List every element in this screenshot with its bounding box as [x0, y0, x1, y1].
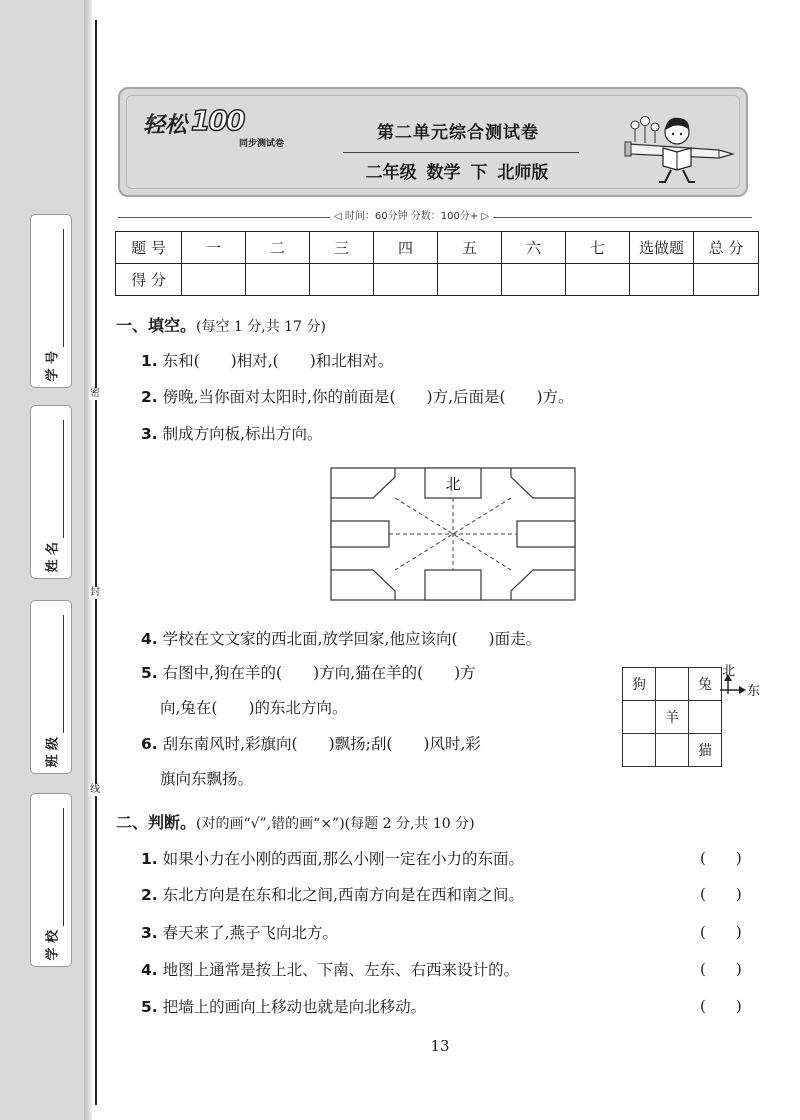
student-name-field[interactable] [30, 405, 72, 579]
grid-cell: 兔 [689, 668, 722, 701]
section-1-title: 一、填空。 [116, 316, 197, 335]
question-text: 把墙上的画向上移动也就是向北移动。 [162, 998, 427, 1016]
class-line [39, 615, 64, 733]
grid-cell: 狗 [623, 668, 656, 701]
score-cell[interactable] [246, 264, 310, 296]
section-2-title: 二、判断。 [116, 813, 197, 832]
answer-paren-3[interactable]: ( ) [700, 923, 742, 941]
grid-cell: 猫 [689, 734, 722, 767]
question-1-3 [141, 422, 323, 444]
score-cell[interactable] [438, 264, 502, 296]
section-2-note: (对的画“√”,错的画“×”)(每题 2 分,共 10 分) [196, 816, 475, 832]
answer-paren-2[interactable]: ( ) [700, 885, 742, 903]
score-table-header: 七 [566, 232, 630, 264]
score-cell[interactable] [502, 264, 566, 296]
answer-paren-1[interactable]: ( ) [700, 849, 742, 867]
question-text: 春天来了,燕子飞向北方。 [162, 924, 339, 942]
question-text: 地图上通常是按上北、下南、左东、右西来设计的。 [162, 961, 520, 979]
seal-cut-line [95, 20, 97, 1105]
score-table-header: 五 [438, 232, 502, 264]
time-score-row [118, 210, 752, 224]
student-id-line [39, 229, 64, 347]
score-table-header: 选做题 [630, 232, 694, 264]
question-number: 3. [141, 425, 158, 443]
school-line [39, 808, 64, 926]
score-table-score-row [116, 264, 759, 296]
question-text: 傍晚,当你面对太阳时,你的前面是( )方,后面是( )方。 [162, 388, 574, 406]
question-number: 4. [141, 630, 158, 648]
logo-main-text: 轻松 [143, 113, 188, 138]
student-id-label: 学 号 [45, 350, 61, 382]
question-text: 东北方向是在东和北之间,西南方向是在西和南之间。 [162, 886, 525, 904]
logo-subtitle: 同步测试卷 [239, 139, 285, 149]
score-cell[interactable] [310, 264, 374, 296]
student-id-field[interactable] [30, 214, 72, 388]
score-cell[interactable] [694, 264, 759, 296]
question-1-4 [141, 627, 541, 649]
school-field[interactable] [30, 793, 72, 967]
direction-board [330, 467, 576, 601]
question-2-1 [141, 847, 524, 869]
title-rule [343, 152, 579, 153]
animal-position-grid [622, 667, 718, 769]
score-row-label: 得 分 [116, 264, 182, 296]
question-1-5-cont [160, 696, 348, 718]
binding-edge [84, 0, 92, 1120]
score-cell[interactable] [630, 264, 694, 296]
question-number: 3. [141, 924, 158, 942]
student-name-line [39, 420, 64, 538]
grid-cell [623, 701, 656, 734]
seal-mark-xian: 线 [90, 784, 100, 795]
score-table-header: 题 号 [116, 232, 182, 264]
score-table-header: 三 [310, 232, 374, 264]
section-1-note: (每空 1 分,共 17 分) [196, 319, 326, 335]
question-1-1 [141, 349, 393, 371]
grid-cell [656, 734, 689, 767]
question-text: 制成方向板,标出方向。 [162, 425, 323, 443]
compass-arrow-icon [720, 664, 764, 704]
question-2-5 [141, 995, 426, 1017]
score-table-header-row [116, 232, 759, 264]
score-table-header: 六 [502, 232, 566, 264]
board-north-label: 北 [445, 475, 461, 493]
question-text: 旗向东飘扬。 [160, 770, 254, 788]
question-number: 6. [141, 735, 158, 753]
time-score-text: ◁ 时间：60分钟 分数：100分+ ▷ [330, 210, 493, 224]
header-banner [118, 87, 748, 197]
question-text: 东和( )相对,( )和北相对。 [162, 352, 394, 370]
exam-subtitle: 二年级 数学 下 北师版 [365, 163, 549, 183]
series-logo [143, 104, 293, 149]
question-1-5 [141, 661, 476, 683]
question-text: 右图中,狗在羊的( )方向,猫在羊的( )方 [162, 664, 476, 682]
page-number: 13 [430, 1037, 450, 1055]
question-text: 刮东南风时,彩旗向( )飘扬;刮( )风时,彩 [162, 735, 481, 753]
question-number: 5. [141, 998, 158, 1016]
score-table-header: 四 [374, 232, 438, 264]
section-1-heading [116, 313, 326, 336]
school-label: 学 校 [45, 929, 61, 961]
class-field[interactable] [30, 600, 72, 774]
logo-number: 100 [191, 104, 244, 137]
seal-mark-feng: 封 [90, 587, 100, 598]
question-text: 如果小力在小刚的西面,那么小刚一定在小力的东面。 [162, 850, 525, 868]
question-number: 1. [141, 850, 158, 868]
reading-boy-mascot-icon [615, 106, 739, 186]
question-2-3 [141, 921, 338, 943]
grid-cell [656, 668, 689, 701]
question-2-2 [141, 883, 524, 905]
class-label: 班 级 [45, 736, 61, 768]
question-1-6-cont [160, 767, 253, 789]
score-table-header: 一 [182, 232, 246, 264]
question-number: 1. [141, 352, 158, 370]
section-2-heading [116, 810, 475, 833]
question-1-6 [141, 732, 481, 754]
compass-east-label: 东 [747, 684, 761, 699]
exam-title: 第二单元综合测试卷 [377, 123, 539, 143]
animal-grid-table [622, 667, 722, 767]
question-2-4 [141, 958, 519, 980]
answer-paren-4[interactable]: ( ) [700, 960, 742, 978]
score-table-header: 二 [246, 232, 310, 264]
score-cell[interactable] [374, 264, 438, 296]
binding-strip [0, 0, 84, 1120]
seal-mark-mi: 密 [90, 388, 100, 399]
score-cell[interactable] [566, 264, 630, 296]
answer-paren-5[interactable]: ( ) [700, 997, 742, 1015]
compass-north-label: 北 [722, 664, 736, 679]
question-number: 2. [141, 886, 158, 904]
grid-cell: 羊 [656, 701, 689, 734]
score-table [115, 231, 759, 296]
score-table-header: 总 分 [694, 232, 759, 264]
question-text: 向,兔在( )的东北方向。 [160, 699, 348, 717]
grid-cell [689, 701, 722, 734]
question-number: 2. [141, 388, 158, 406]
question-1-2 [141, 385, 574, 407]
header-banner-inner [126, 95, 740, 189]
score-cell[interactable] [182, 264, 246, 296]
student-name-label: 姓 名 [45, 541, 61, 573]
question-number: 4. [141, 961, 158, 979]
question-text: 学校在文文家的西北面,放学回家,他应该向( )面走。 [162, 630, 542, 648]
grid-cell [623, 734, 656, 767]
question-number: 5. [141, 664, 158, 682]
